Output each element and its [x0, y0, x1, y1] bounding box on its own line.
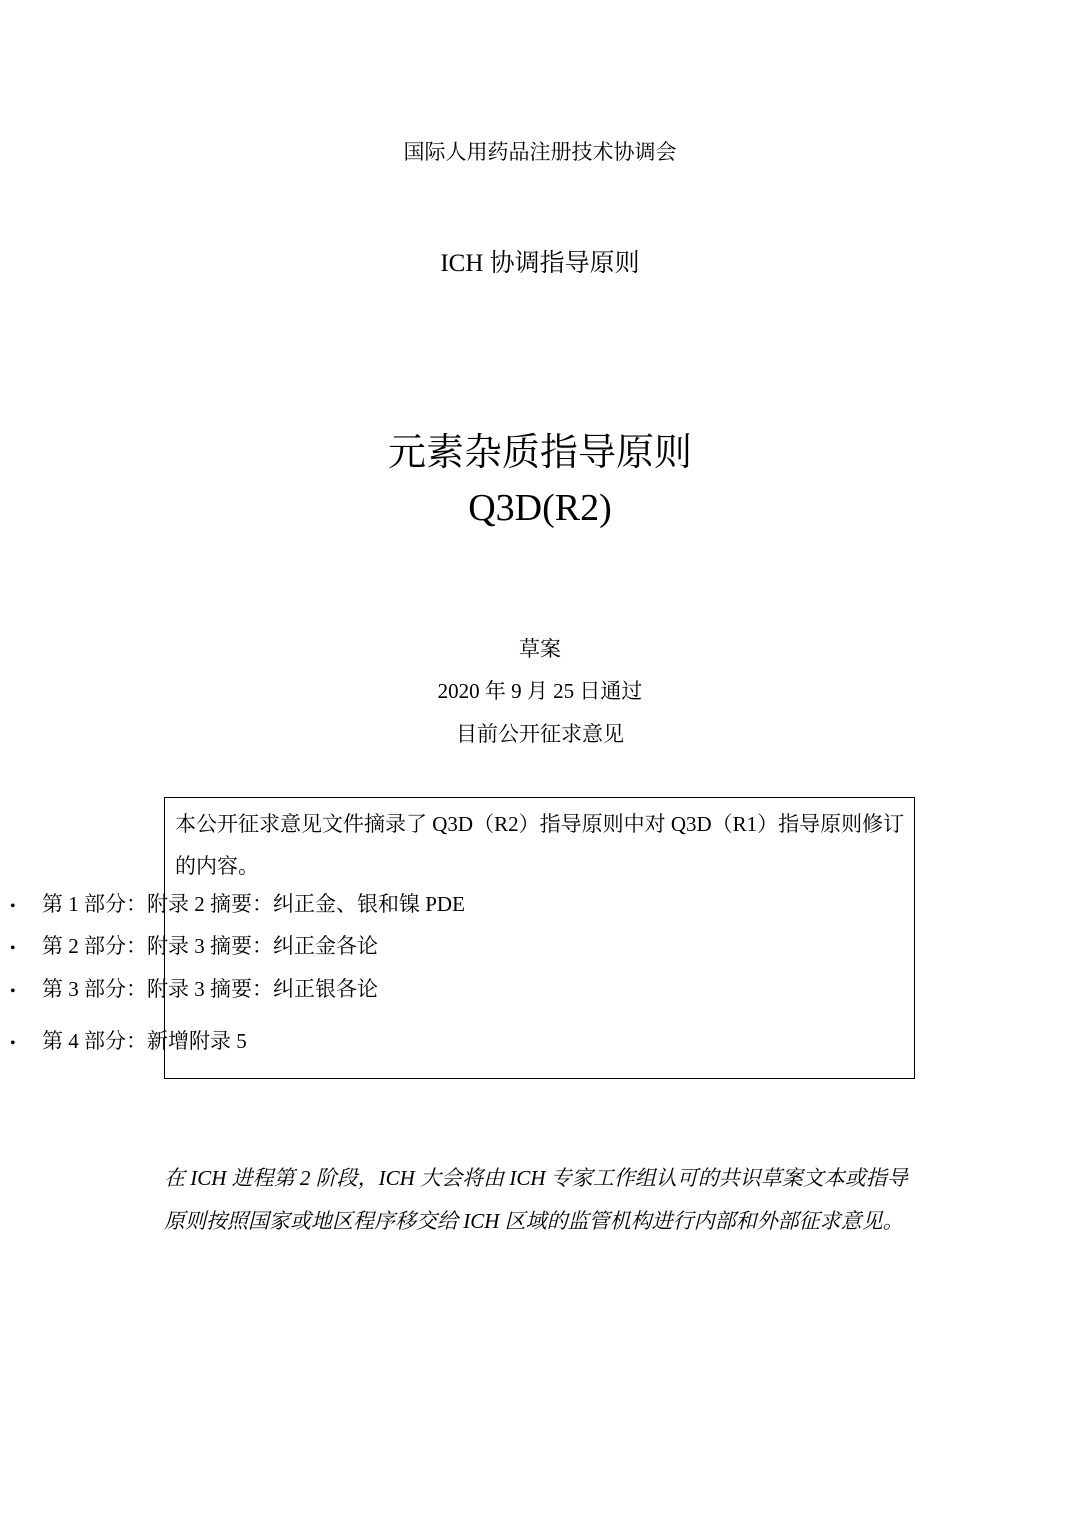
list-item: [10, 1025, 247, 1057]
list-item-text: 第 1 部分：附录 2 摘要：纠正金、银和镍 PDE: [42, 892, 465, 916]
adoption-date: 2020 年 9 月 25 日通过: [437, 679, 643, 703]
consultation-status: 目前公开征求意见: [456, 722, 624, 746]
document-code: Q3D(R2): [468, 487, 612, 529]
guideline-series-title: ICH 协调指导原则: [440, 250, 640, 277]
ich-process-footnote: 在 ICH 进程第 2 阶段，ICH 大会将由 ICH 专家工作组认可的共识草案文本或指导原则按照国家或地区程序移交给 ICH 区域的监管机构进行内部和外部征求意见。: [164, 1166, 908, 1233]
list-item-text: 第 4 部分：新增附录 5: [42, 1029, 247, 1053]
list-item: [10, 973, 378, 1005]
list-item: [10, 930, 378, 962]
organization-name: 国际人用药品注册技术协调会: [403, 140, 677, 164]
bullet-icon: •: [10, 983, 16, 1000]
bullet-icon: •: [10, 1035, 16, 1052]
list-item-text: 第 3 部分：附录 3 摘要：纠正银各论: [42, 977, 378, 1001]
bullet-icon: •: [10, 898, 16, 915]
notice-intro-text: 本公开征求意见文件摘录了 Q3D（R2）指导原则中对 Q3D（R1）指导原则修订的内容。: [175, 812, 905, 878]
list-item-text: 第 2 部分：附录 3 摘要：纠正金各论: [42, 934, 378, 958]
list-item: [10, 888, 465, 920]
bullet-icon: •: [10, 940, 16, 957]
draft-label: 草案: [519, 637, 561, 661]
document-title: 元素杂质指导原则: [387, 430, 692, 474]
